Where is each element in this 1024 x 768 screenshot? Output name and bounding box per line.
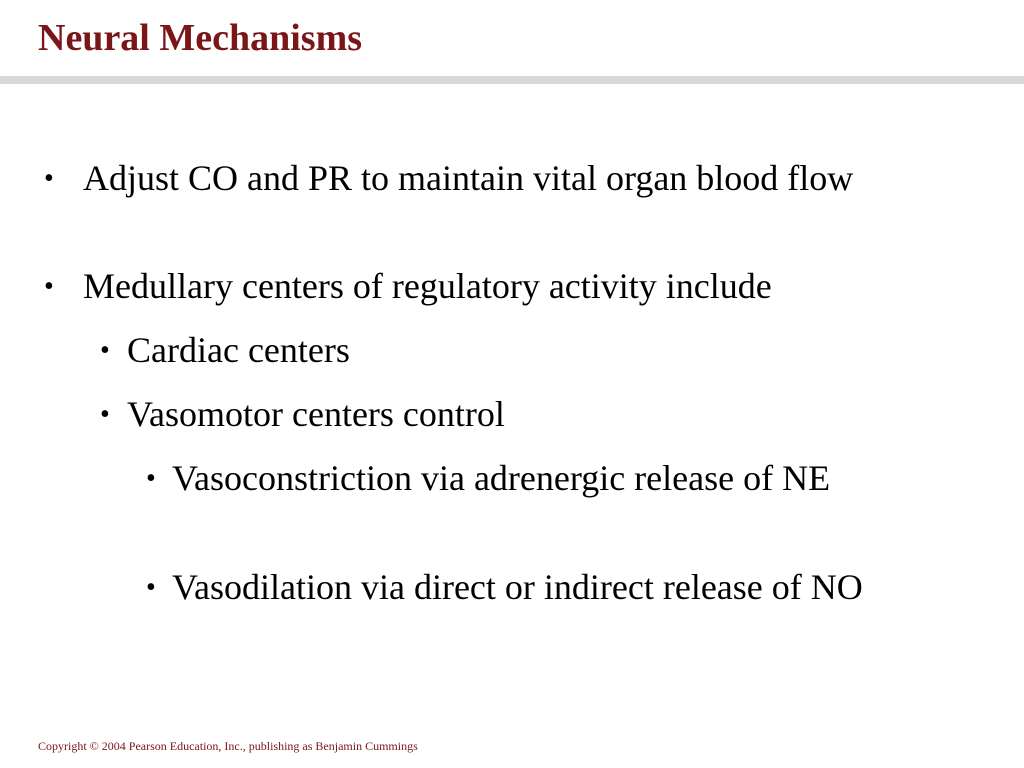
bullet-dot-icon: • xyxy=(146,463,156,494)
sub-bullet-text: Cardiac centers xyxy=(127,330,350,370)
sub-sub-bullet-text: Vasodilation via direct or indirect release of NO xyxy=(172,567,863,607)
sub-sub-bullet-item xyxy=(146,457,976,500)
bullet-text: Adjust CO and PR to maintain vital organ blood flow xyxy=(83,158,854,198)
sub-sub-bullet-text: Vasoconstriction via adrenergic release of NE xyxy=(172,458,831,498)
bullet-dot-icon: • xyxy=(44,271,54,302)
sub-bullet-text: Vasomotor centers control xyxy=(127,394,505,434)
bullet-text: Medullary centers of regulatory activity include xyxy=(83,266,772,306)
bullet-dot-icon: • xyxy=(44,163,54,194)
bullet-item xyxy=(44,157,984,200)
copyright-footer: Copyright © 2004 Pearson Education, Inc., publishing as Benjamin Cummings xyxy=(38,739,418,753)
bullet-dot-icon: • xyxy=(146,572,156,603)
bullet-dot-icon: • xyxy=(100,335,110,366)
bullet-item xyxy=(44,265,984,308)
slide-title: Neural Mechanisms xyxy=(38,17,363,59)
sub-sub-bullet-item xyxy=(146,566,976,609)
bullet-dot-icon: • xyxy=(100,399,110,430)
sub-bullet-item xyxy=(100,329,980,372)
sub-bullet-item xyxy=(100,393,980,436)
